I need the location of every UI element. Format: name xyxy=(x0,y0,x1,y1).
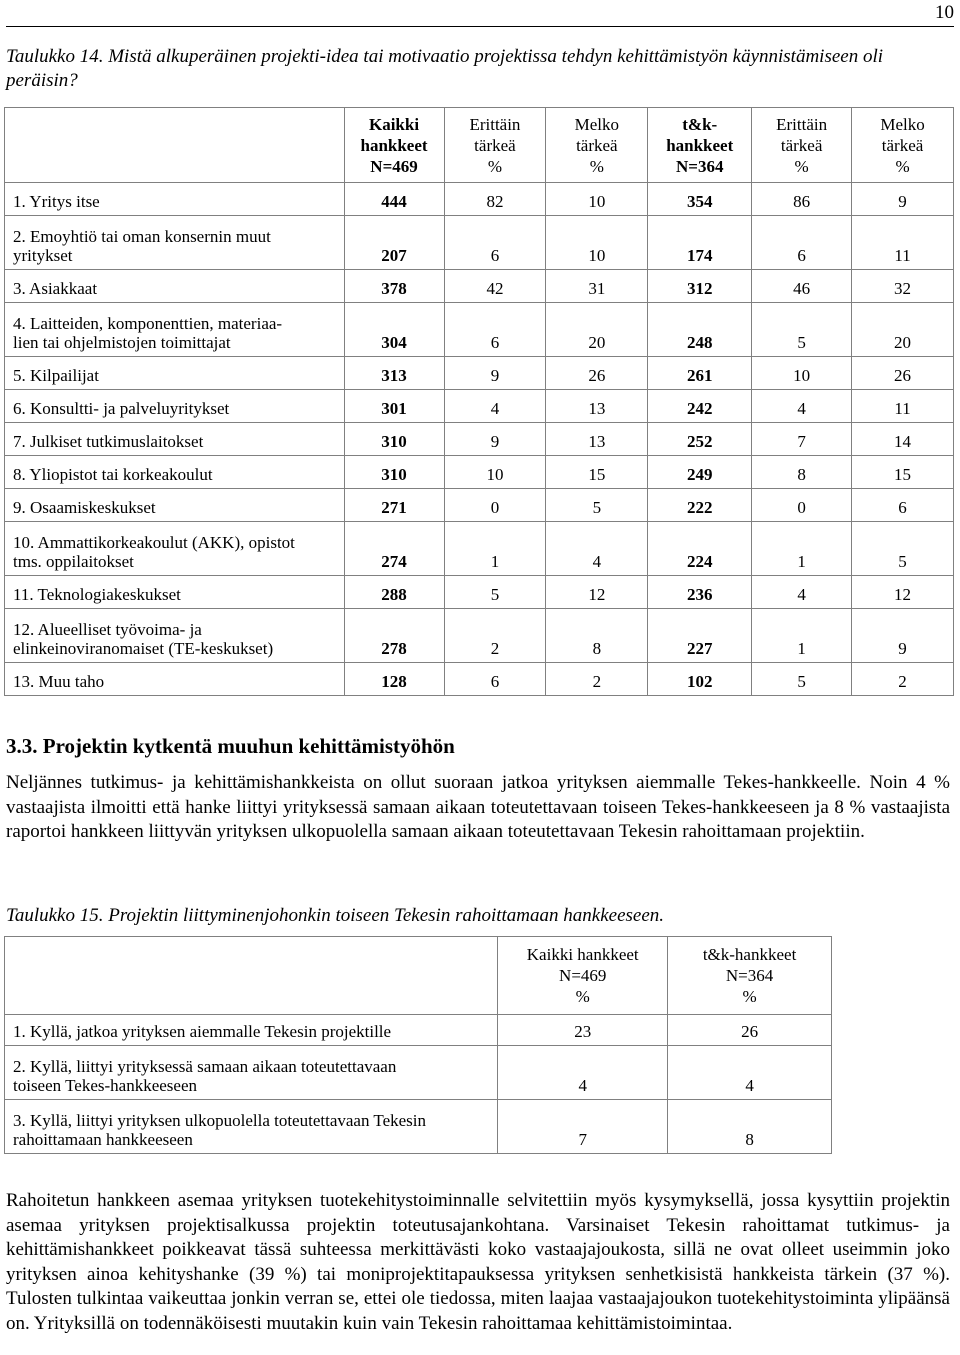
value-cell: 310 xyxy=(344,456,444,489)
cell-line: yritykset xyxy=(13,246,73,265)
cell-line: t&k-hankkeet xyxy=(702,945,797,964)
value-cell: 42 xyxy=(444,270,546,303)
column-header xyxy=(546,108,648,183)
cell-line: Melko xyxy=(574,114,620,134)
value-cell: 274 xyxy=(344,522,444,576)
value-cell: 32 xyxy=(852,270,954,303)
cell-line: tärkeä xyxy=(576,135,618,155)
table-row xyxy=(5,1046,832,1100)
value-cell: 46 xyxy=(752,270,852,303)
table-row xyxy=(5,1015,832,1046)
value-cell: 207 xyxy=(344,216,444,270)
cell-line: hankkeet xyxy=(360,135,428,155)
table-row xyxy=(5,489,954,522)
table-row xyxy=(5,357,954,390)
cell-line: 7. Julkiset tutkimuslaitokset xyxy=(13,432,204,451)
table-row xyxy=(5,390,954,423)
value-cell: 301 xyxy=(344,390,444,423)
value-cell: 354 xyxy=(648,183,752,216)
value-cell: 2 xyxy=(546,663,648,696)
cell-line: Erittäin xyxy=(469,114,521,134)
cell-line: % xyxy=(794,156,809,176)
row-label xyxy=(5,663,345,696)
value-cell: 10 xyxy=(444,456,546,489)
table-row xyxy=(5,663,954,696)
cell-line: % xyxy=(575,987,590,1006)
cell-line: rahoittamaan hankkeeseen xyxy=(13,1130,193,1149)
cell-line: tärkeä xyxy=(474,135,516,155)
value-cell: 6 xyxy=(752,216,852,270)
value-cell: 271 xyxy=(344,489,444,522)
value-cell: 8 xyxy=(668,1100,832,1154)
cell-line: 11. Teknologiakeskukset xyxy=(13,585,181,604)
column-header xyxy=(852,108,954,183)
table-15-header xyxy=(5,937,832,1015)
cell-line: 1. Yritys itse xyxy=(13,192,100,211)
table-14-caption: Taulukko 14. Mistä alkuperäinen projekti-idea tai motivaatio projektissa tehdyn kehittämistyön käynnistämiseen oli peräisin? xyxy=(6,46,884,91)
cell-line: Kaikki xyxy=(368,114,420,134)
header-row xyxy=(5,937,832,1015)
table-row xyxy=(5,270,954,303)
header-rule xyxy=(6,26,954,27)
cell-line: Kaikki hankkeet xyxy=(526,945,639,964)
value-cell: 6 xyxy=(444,663,546,696)
value-cell: 2 xyxy=(444,609,546,663)
cell-line: toiseen Tekes-hankkeeseen xyxy=(13,1076,198,1095)
column-header xyxy=(344,108,444,183)
table-14 xyxy=(4,107,954,696)
row-label xyxy=(5,609,345,663)
value-cell: 224 xyxy=(648,522,752,576)
value-cell: 15 xyxy=(546,456,648,489)
value-cell: 11 xyxy=(852,390,954,423)
value-cell: 12 xyxy=(852,576,954,609)
value-cell: 227 xyxy=(648,609,752,663)
value-cell: 8 xyxy=(752,456,852,489)
value-cell: 4 xyxy=(752,576,852,609)
value-cell: 20 xyxy=(852,303,954,357)
row-label xyxy=(5,357,345,390)
cell-line: 13. Muu taho xyxy=(13,672,105,691)
cell-line: tärkeä xyxy=(881,135,924,155)
row-label xyxy=(5,390,345,423)
value-cell: 2 xyxy=(852,663,954,696)
header-row xyxy=(5,108,954,183)
value-cell: 444 xyxy=(344,183,444,216)
value-cell: 9 xyxy=(444,357,546,390)
cell-line: % xyxy=(742,987,757,1006)
row-label xyxy=(5,1046,498,1100)
section-paragraph: Neljännes tutkimus- ja kehittämishankkeista on ollut suoraan jatkoa yrityksen aiemmalle Tekes-hankkeelle. Noin 4 % vastaajista ilmoitti että hanke liittyi yrityksessä samaan aikaan toteutettavaan toiseen Tekes-hankkeeseen ja 8 % vastaajista raportoi hankkeen liittyvän yrityksen ulkopuolella samaan aikaan toteutettavaan Tekesin rahoittamaan projektiin. xyxy=(6,772,950,842)
value-cell: 7 xyxy=(498,1100,668,1154)
value-cell: 5 xyxy=(546,489,648,522)
cell-line: N=469 xyxy=(370,156,418,176)
value-cell: 313 xyxy=(344,357,444,390)
table-row xyxy=(5,303,954,357)
value-cell: 0 xyxy=(752,489,852,522)
cell-line: 2. Emoyhtiö tai oman konsernin muut xyxy=(13,227,271,246)
table-row xyxy=(5,183,954,216)
cell-line: Erittäin xyxy=(776,114,828,134)
value-cell: 128 xyxy=(344,663,444,696)
closing-paragraph: Rahoitetun hankkeen asemaa yrityksen tuotekehitystoiminnalle selvitettiin myös kysymyksellä, jossa kysyttiin projektin asemaa yrityksen projektisalkussa projektin toteutusajankohtana. Varsinaiset Tekesin rahoittamat tutkimus- ja kehittämishankkeet poikkeavat tässä suhteessa merkittävästi koko vastaajajoukosta, sillä ne ovat olleet useimmin joko yrityksen ainoa kehityshanke (39 %) tai moniprojektitapauksessa yrityksen senhetkisistä hankkeista tärkein (37 %). Tulosten tulkintaa vaikeuttaa jonkin verran se, ettei ole tiedossa, miten laajaa vastaajajoukon tuotekehitystoiminta ylipäänsä on. Yrityksillä on todennäköisesti muutakin kuin vain Tekesin rahoittamaa kehittämistoimintaa. xyxy=(6,1190,950,1334)
table-row xyxy=(5,423,954,456)
table-14-header xyxy=(5,108,954,183)
cell-line: Melko xyxy=(880,114,925,134)
cell-line: t&k- xyxy=(682,114,718,134)
value-cell: 10 xyxy=(546,216,648,270)
row-label xyxy=(5,216,345,270)
table-row xyxy=(5,216,954,270)
value-cell: 1 xyxy=(752,522,852,576)
row-label xyxy=(5,270,345,303)
cell-line: 4. Laitteiden, komponenttien, materiaa- xyxy=(13,314,283,333)
value-cell: 5 xyxy=(752,663,852,696)
value-cell: 102 xyxy=(648,663,752,696)
value-cell: 5 xyxy=(752,303,852,357)
header-blank-cell xyxy=(5,108,345,183)
value-cell: 242 xyxy=(648,390,752,423)
value-cell: 222 xyxy=(648,489,752,522)
cell-line: 12. Alueelliset työvoima- ja xyxy=(13,620,202,639)
row-label xyxy=(5,183,345,216)
section-heading: 3.3. Projektin kytkentä muuhun kehittämistyöhön xyxy=(6,734,455,758)
value-cell: 4 xyxy=(498,1046,668,1100)
cell-line: N=364 xyxy=(725,966,774,985)
value-cell: 249 xyxy=(648,456,752,489)
table-15-caption: Taulukko 15. Projektin liittyminenjohonkin toiseen Tekesin rahoittamaan hankkeeseen. xyxy=(6,905,665,926)
value-cell: 278 xyxy=(344,609,444,663)
value-cell: 20 xyxy=(546,303,648,357)
value-cell: 26 xyxy=(852,357,954,390)
cell-line: 8. Yliopistot tai korkeakoulut xyxy=(13,465,213,484)
table-15-body xyxy=(5,1015,832,1154)
cell-line: elinkeinoviranomaiset (TE-keskukset) xyxy=(13,639,274,658)
column-header xyxy=(444,108,546,183)
value-cell: 9 xyxy=(852,183,954,216)
cell-line: 3. Asiakkaat xyxy=(13,279,98,298)
value-cell: 6 xyxy=(444,216,546,270)
row-label xyxy=(5,1100,498,1154)
value-cell: 10 xyxy=(546,183,648,216)
table-14-body xyxy=(5,183,954,696)
cell-line: 3. Kyllä, liittyi yrityksen ulkopuolella toteutettavaan Tekesin xyxy=(13,1111,427,1130)
row-label xyxy=(5,576,345,609)
cell-line: 1. Kyllä, jatkoa yrityksen aiemmalle Tekesin projektille xyxy=(13,1022,392,1041)
value-cell: 4 xyxy=(444,390,546,423)
cell-line: hankkeet xyxy=(666,135,734,155)
value-cell: 13 xyxy=(546,423,648,456)
cell-line: 10. Ammattikorkeakoulut (AKK), opistot xyxy=(13,533,295,552)
value-cell: 5 xyxy=(852,522,954,576)
table-row xyxy=(5,576,954,609)
table-row xyxy=(5,522,954,576)
row-label xyxy=(5,423,345,456)
value-cell: 23 xyxy=(498,1015,668,1046)
value-cell: 0 xyxy=(444,489,546,522)
value-cell: 4 xyxy=(668,1046,832,1100)
cell-line: % xyxy=(589,156,604,176)
page-number: 10 xyxy=(935,2,954,23)
row-label xyxy=(5,303,345,357)
value-cell: 26 xyxy=(546,357,648,390)
value-cell: 9 xyxy=(444,423,546,456)
row-label xyxy=(5,456,345,489)
cell-line: 9. Osaamiskeskukset xyxy=(13,498,156,517)
table-row xyxy=(5,609,954,663)
value-cell: 378 xyxy=(344,270,444,303)
value-cell: 304 xyxy=(344,303,444,357)
value-cell: 14 xyxy=(852,423,954,456)
value-cell: 26 xyxy=(668,1015,832,1046)
value-cell: 6 xyxy=(444,303,546,357)
column-header xyxy=(668,937,832,1015)
value-cell: 82 xyxy=(444,183,546,216)
column-header xyxy=(648,108,752,183)
value-cell: 5 xyxy=(444,576,546,609)
cell-line: % xyxy=(895,156,910,176)
cell-line: tms. oppilaitokset xyxy=(13,552,134,571)
cell-line: 2. Kyllä, liittyi yrityksessä samaan aikaan toteutettavaan xyxy=(13,1057,397,1076)
column-header xyxy=(752,108,852,183)
value-cell: 252 xyxy=(648,423,752,456)
table-row xyxy=(5,1100,832,1154)
value-cell: 86 xyxy=(752,183,852,216)
cell-line: 6. Konsultti- ja palveluyritykset xyxy=(13,399,230,418)
value-cell: 1 xyxy=(444,522,546,576)
value-cell: 1 xyxy=(752,609,852,663)
table-15 xyxy=(4,936,832,1154)
value-cell: 12 xyxy=(546,576,648,609)
cell-line: N=469 xyxy=(559,966,607,985)
cell-line: tärkeä xyxy=(780,135,823,155)
value-cell: 261 xyxy=(648,357,752,390)
cell-line: % xyxy=(487,156,503,176)
value-cell: 11 xyxy=(852,216,954,270)
value-cell: 288 xyxy=(344,576,444,609)
column-header xyxy=(498,937,668,1015)
value-cell: 13 xyxy=(546,390,648,423)
row-label xyxy=(5,522,345,576)
value-cell: 10 xyxy=(752,357,852,390)
value-cell: 9 xyxy=(852,609,954,663)
value-cell: 174 xyxy=(648,216,752,270)
value-cell: 236 xyxy=(648,576,752,609)
cell-line: N=364 xyxy=(675,156,724,176)
cell-line: lien tai ohjelmistojen toimittajat xyxy=(13,333,231,352)
cell-line: 5. Kilpailijat xyxy=(13,366,99,385)
value-cell: 31 xyxy=(546,270,648,303)
table-row xyxy=(5,456,954,489)
value-cell: 15 xyxy=(852,456,954,489)
value-cell: 6 xyxy=(852,489,954,522)
value-cell: 310 xyxy=(344,423,444,456)
row-label xyxy=(5,1015,498,1046)
value-cell: 4 xyxy=(752,390,852,423)
header-blank-cell xyxy=(5,937,498,1015)
value-cell: 248 xyxy=(648,303,752,357)
value-cell: 312 xyxy=(648,270,752,303)
value-cell: 8 xyxy=(546,609,648,663)
value-cell: 4 xyxy=(546,522,648,576)
row-label xyxy=(5,489,345,522)
value-cell: 7 xyxy=(752,423,852,456)
